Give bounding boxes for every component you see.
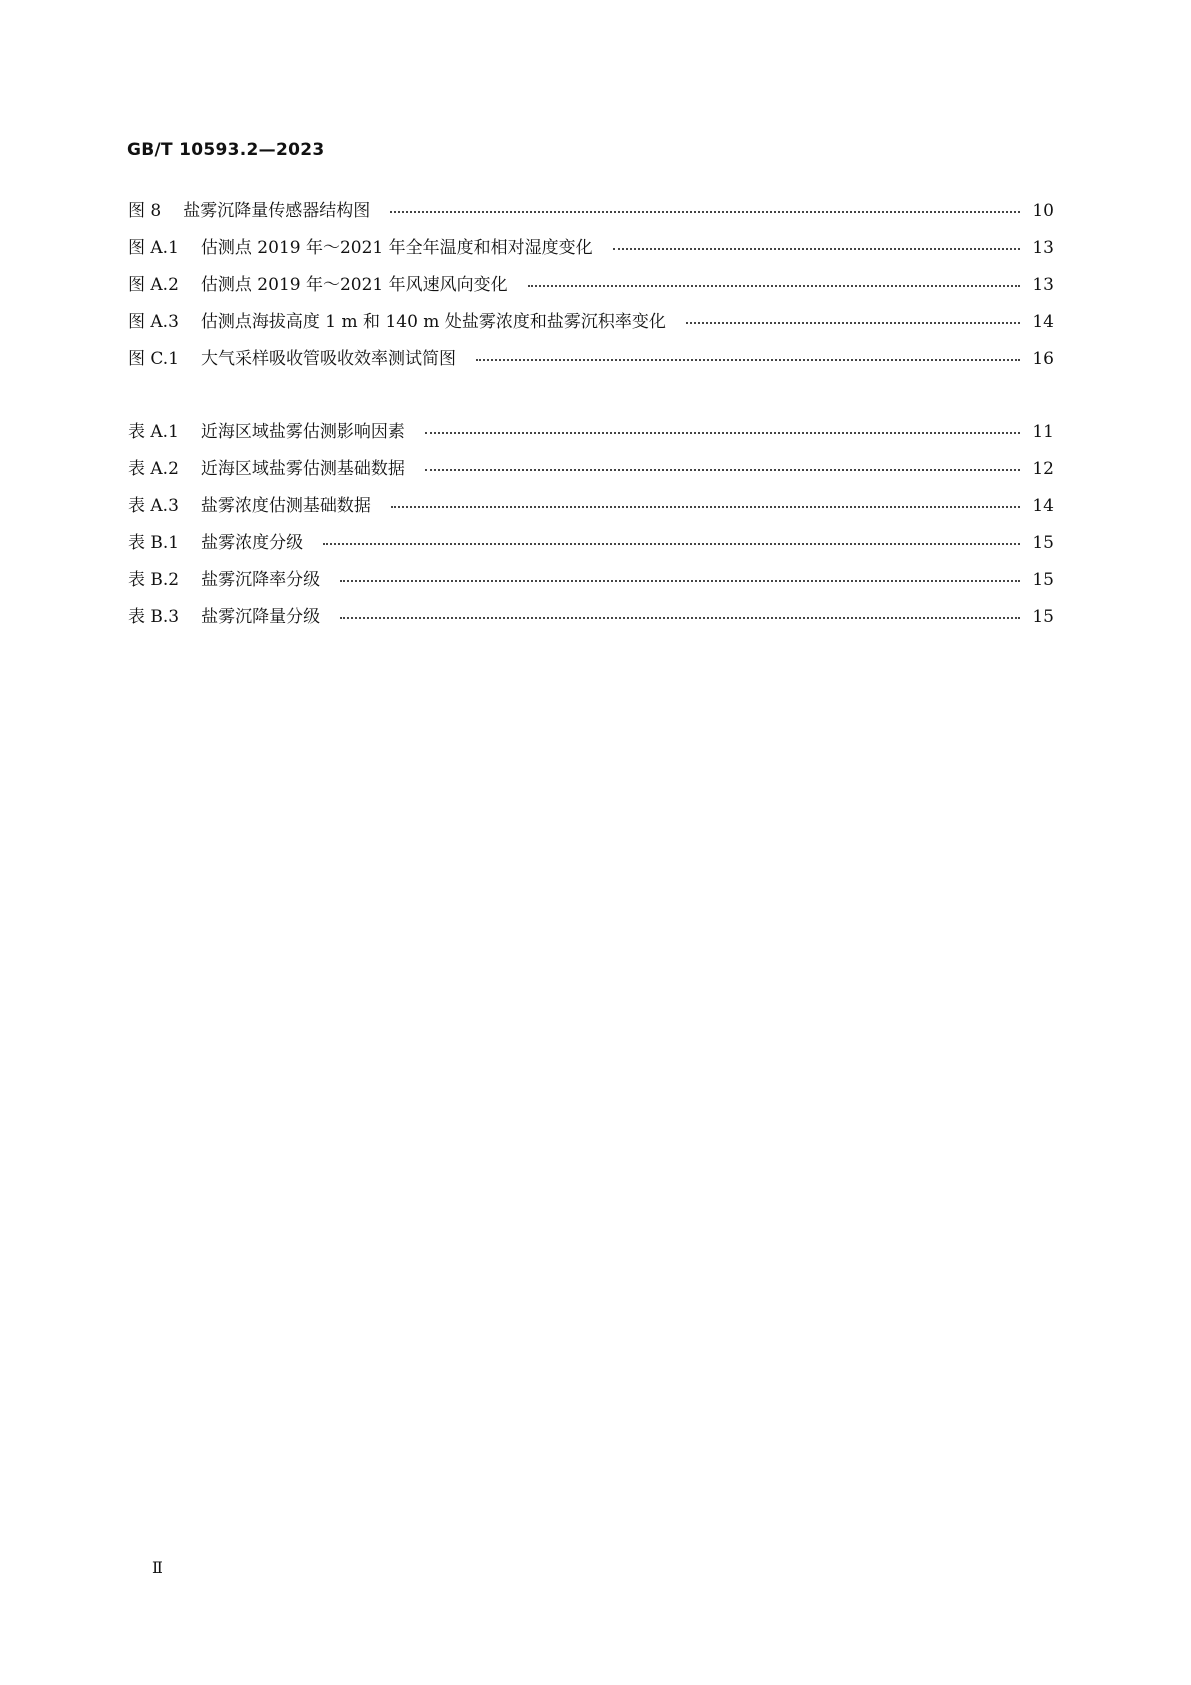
figure-page: 13 <box>1032 238 1054 258</box>
table-page: 15 <box>1032 570 1054 590</box>
table-title: 盐雾浓度分级 <box>201 533 304 553</box>
table-page: 15 <box>1032 607 1054 627</box>
figure-number: 图 A.2 <box>128 275 179 295</box>
table-entry[interactable] <box>128 565 1054 602</box>
dot-leader <box>613 236 1021 253</box>
figure-entry[interactable] <box>128 270 1054 307</box>
figure-title: 估测点海拔高度 1 m 和 140 m 处盐雾浓度和盐雾沉积率变化 <box>200 312 666 332</box>
figure-title: 大气采样吸收管吸收效率测试简图 <box>201 349 457 369</box>
table-number: 表 B.2 <box>128 570 180 590</box>
table-entry[interactable] <box>128 491 1054 528</box>
figure-title: 盐雾沉降量传感器结构图 <box>183 201 371 221</box>
dot-leader <box>340 568 1020 585</box>
figure-number: 图 A.1 <box>128 238 179 258</box>
table-entry[interactable] <box>128 454 1054 491</box>
figure-entry[interactable] <box>128 307 1054 344</box>
figure-number: 图 C.1 <box>128 349 180 369</box>
table-title: 近海区域盐雾估测基础数据 <box>200 459 405 479</box>
table-title: 盐雾浓度估测基础数据 <box>200 496 371 516</box>
figure-entry[interactable] <box>128 196 1054 233</box>
dot-leader <box>391 494 1020 511</box>
figure-entry[interactable] <box>128 233 1054 270</box>
dot-leader <box>323 531 1020 548</box>
table-page: 12 <box>1032 459 1054 479</box>
table-entry[interactable] <box>128 528 1054 565</box>
figure-page: 14 <box>1032 312 1054 332</box>
dot-leader <box>686 310 1021 327</box>
dot-leader <box>340 605 1020 622</box>
table-page: 11 <box>1032 422 1054 442</box>
figure-page: 10 <box>1032 201 1054 221</box>
table-page: 15 <box>1032 533 1054 553</box>
table-number: 表 B.3 <box>128 607 180 627</box>
table-title: 近海区域盐雾估测影响因素 <box>200 422 405 442</box>
table-title: 盐雾沉降率分级 <box>201 570 321 590</box>
page-number: Ⅱ <box>152 1558 163 1577</box>
figure-title: 估测点 2019 年～2021 年全年温度和相对湿度变化 <box>200 238 593 258</box>
table-number: 表 A.2 <box>128 459 179 479</box>
dot-leader <box>390 199 1020 216</box>
figure-number: 图 8 <box>128 201 162 221</box>
dot-leader <box>425 420 1020 437</box>
figure-page: 16 <box>1032 349 1054 369</box>
dot-leader <box>528 273 1021 290</box>
table-number: 表 A.1 <box>128 422 179 442</box>
dot-leader <box>476 347 1020 364</box>
document-code: GB/T 10593.2—2023 <box>127 140 325 160</box>
table-page: 14 <box>1032 496 1054 516</box>
table-list <box>128 417 1054 639</box>
table-number: 表 B.1 <box>128 533 180 553</box>
figure-page: 13 <box>1032 275 1054 295</box>
figure-number: 图 A.3 <box>128 312 179 332</box>
dot-leader <box>425 457 1020 474</box>
table-title: 盐雾沉降量分级 <box>201 607 321 627</box>
table-entry[interactable] <box>128 417 1054 454</box>
figure-title: 估测点 2019 年～2021 年风速风向变化 <box>200 275 508 295</box>
table-number: 表 A.3 <box>128 496 179 516</box>
figure-list <box>128 196 1054 381</box>
figure-entry[interactable] <box>128 344 1054 381</box>
table-entry[interactable] <box>128 602 1054 639</box>
